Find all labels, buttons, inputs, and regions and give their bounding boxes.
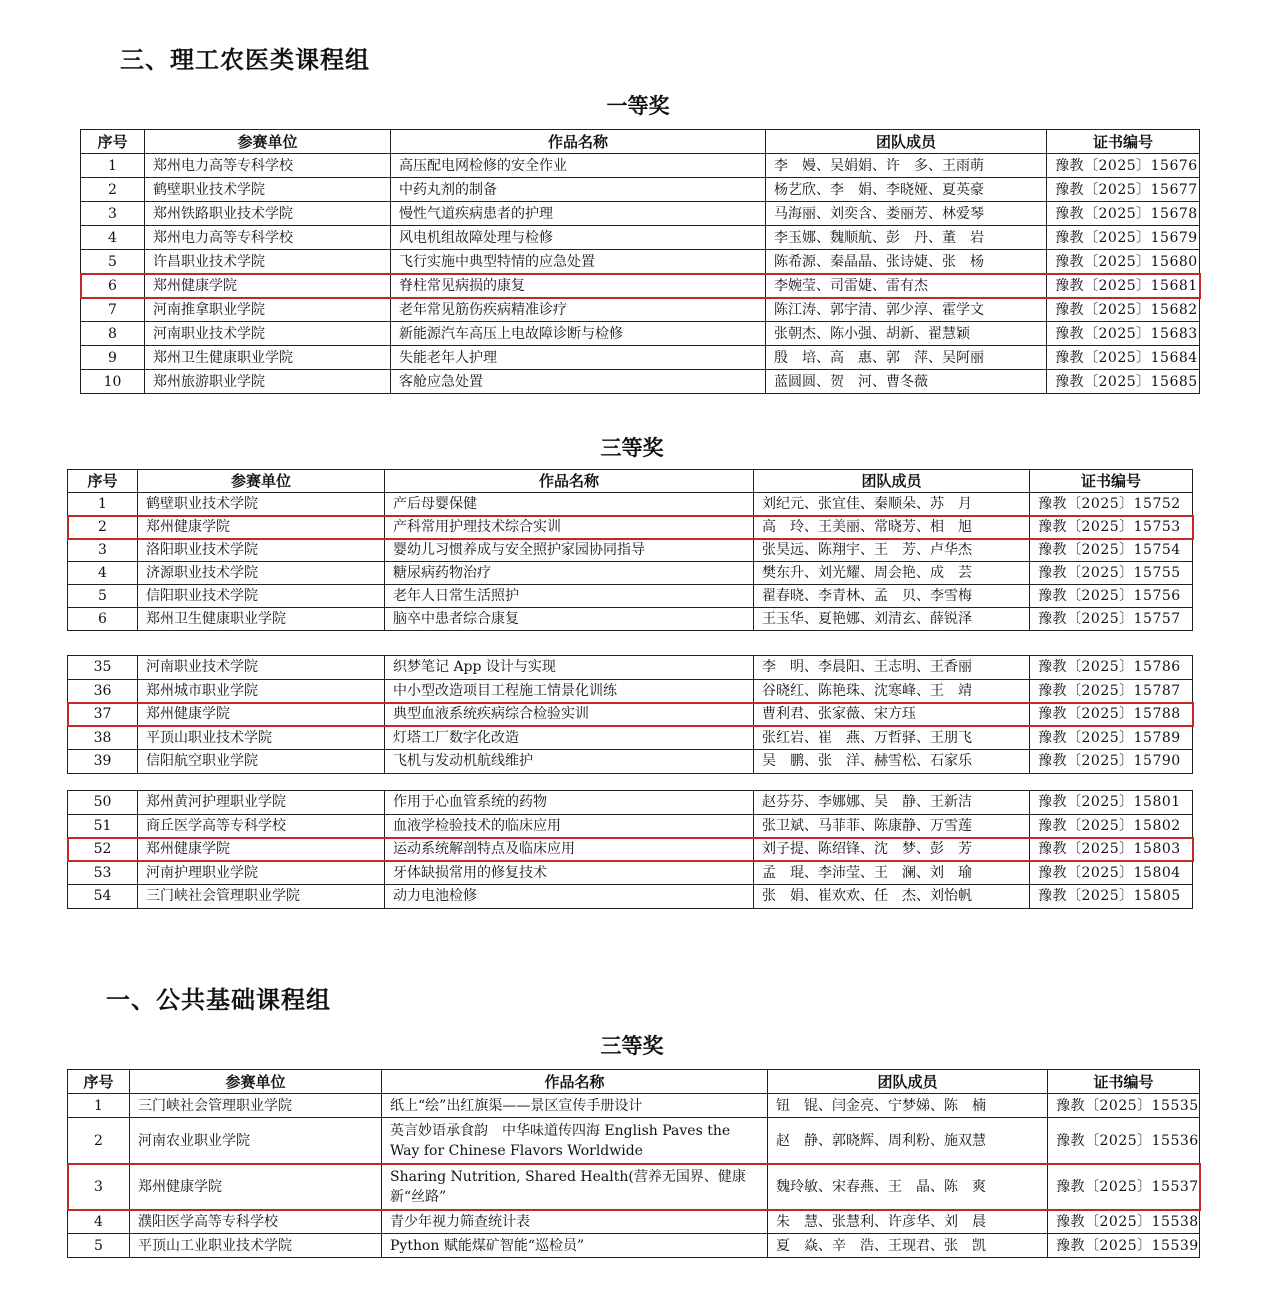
header-certificate-no: 证书编号: [1048, 1070, 1200, 1094]
cell-certificate-no: 豫教〔2025〕15805: [1030, 885, 1193, 909]
cell-index: 50: [68, 791, 138, 815]
cell-school: 郑州黄河护理职业学院: [138, 791, 385, 815]
cell-work-title: 老年人日常生活照护: [385, 585, 754, 608]
cell-index: 53: [68, 861, 138, 885]
table-row: [68, 679, 1193, 703]
cell-work-title: 血液学检验技术的临床应用: [385, 814, 754, 838]
cell-index: 5: [81, 250, 145, 274]
award-title-first-prize: 一等奖: [606, 94, 670, 118]
cell-index: 3: [68, 1164, 130, 1210]
cell-team-members: 钮 锟、闫金亮、宁梦娣、陈 楠: [768, 1094, 1048, 1118]
cell-team-members: 孟 琨、李沛莹、王 澜、刘 瑜: [754, 861, 1030, 885]
cell-school: 郑州城市职业学院: [138, 679, 385, 703]
cell-team-members: 张昊远、陈翔宇、王 芳、卢华杰: [754, 539, 1030, 562]
table-row: [68, 493, 1193, 516]
cell-certificate-no: 豫教〔2025〕15790: [1030, 750, 1193, 774]
table-crop-gap: [60, 639, 1200, 655]
cell-team-members: 魏玲敏、宋春燕、王 晶、陈 爽: [768, 1164, 1048, 1210]
cell-certificate-no: 豫教〔2025〕15682: [1047, 298, 1200, 322]
header-school: 参赛单位: [138, 470, 385, 493]
cell-team-members: 赵芬芬、李娜娜、吴 静、王新洁: [754, 791, 1030, 815]
cell-team-members: 张 娟、崔欢欢、任 杰、刘怡帆: [754, 885, 1030, 909]
third-prize-table-part-3: [67, 790, 1193, 909]
cell-certificate-no: 豫教〔2025〕15804: [1030, 861, 1193, 885]
table-row-highlighted: [68, 838, 1193, 862]
cell-index: 4: [68, 562, 138, 585]
table-row: [81, 202, 1200, 226]
table-row: [81, 178, 1200, 202]
cell-school: 郑州卫生健康职业学院: [145, 346, 391, 370]
cell-index: 7: [81, 298, 145, 322]
cell-school: 郑州电力高等专科学校: [145, 154, 391, 178]
table-row-highlighted: [81, 274, 1200, 298]
cell-team-members: 杨艺欣、李 娟、李晓娅、夏英豪: [766, 178, 1047, 202]
header-certificate-no: 证书编号: [1030, 470, 1193, 493]
table-row: [68, 608, 1193, 631]
cell-school: 洛阳职业技术学院: [138, 539, 385, 562]
cell-school: 河南护理职业学院: [138, 861, 385, 885]
cell-school: 商丘医学高等专科学校: [138, 814, 385, 838]
cell-school: 郑州铁路职业技术学院: [145, 202, 391, 226]
header-team-members: 团队成员: [766, 130, 1047, 154]
award-title-third-prize: 三等奖: [600, 436, 664, 460]
cell-certificate-no: 豫教〔2025〕15681: [1047, 274, 1200, 298]
cell-certificate-no: 豫教〔2025〕15685: [1047, 370, 1200, 394]
table-header-row: [68, 1070, 1200, 1094]
third-prize-table-part-2: [67, 655, 1193, 774]
cell-work-title: 飞机与发动机航线维护: [385, 750, 754, 774]
cell-work-title: 青少年视力筛查统计表: [382, 1210, 768, 1234]
cell-work-title: 新能源汽车高压上电故障诊断与检修: [391, 322, 766, 346]
cell-school: 信阳职业技术学院: [138, 585, 385, 608]
first-prize-table: [80, 129, 1200, 394]
cell-team-members: 赵 静、郭晓辉、周利粉、施双慧: [768, 1118, 1048, 1164]
table-row: [68, 539, 1193, 562]
cell-team-members: 李 嫚、吴娟娟、许 多、王雨萌: [766, 154, 1047, 178]
cell-certificate-no: 豫教〔2025〕15787: [1030, 679, 1193, 703]
cell-work-title: Python 赋能煤矿智能“巡检员”: [382, 1234, 768, 1258]
cell-work-title: 英言妙语承食韵 中华味道传四海 English Paves the Way for Chinese Flavors Worldwide: [382, 1118, 768, 1164]
cell-work-title: 产科常用护理技术综合实训: [385, 516, 754, 539]
cell-team-members: 高 玲、王美丽、常晓芳、相 旭: [754, 516, 1030, 539]
cell-work-title: 中小型改造项目工程施工情景化训练: [385, 679, 754, 703]
cell-certificate-no: 豫教〔2025〕15538: [1048, 1210, 1200, 1234]
cell-work-title: 婴幼儿习惯养成与安全照护家园协同指导: [385, 539, 754, 562]
table-row: [68, 1210, 1200, 1234]
cell-certificate-no: 豫教〔2025〕15676: [1047, 154, 1200, 178]
cell-work-title: 老年常见筋伤疾病精准诊疗: [391, 298, 766, 322]
cell-index: 4: [68, 1210, 130, 1234]
header-team-members: 团队成员: [754, 470, 1030, 493]
cell-certificate-no: 豫教〔2025〕15539: [1048, 1234, 1200, 1258]
table-row: [68, 656, 1193, 680]
header-team-members: 团队成员: [768, 1070, 1048, 1094]
cell-index: 4: [81, 226, 145, 250]
table-row: [68, 814, 1193, 838]
table-row: [68, 1118, 1200, 1164]
header-index: 序号: [68, 470, 138, 493]
cell-index: 3: [68, 539, 138, 562]
cell-team-members: 王玉华、夏艳娜、刘清玄、薛锐泽: [754, 608, 1030, 631]
cell-team-members: 翟春晓、李青林、孟 贝、李雪梅: [754, 585, 1030, 608]
cell-certificate-no: 豫教〔2025〕15683: [1047, 322, 1200, 346]
table-row-highlighted: [68, 1164, 1200, 1210]
cell-certificate-no: 豫教〔2025〕15754: [1030, 539, 1193, 562]
section-heading-public: 一、公共基础课程组: [106, 986, 331, 1014]
cell-certificate-no: 豫教〔2025〕15803: [1030, 838, 1193, 862]
cell-team-members: 樊东升、刘光耀、周会艳、成 芸: [754, 562, 1030, 585]
cell-school: 鹤壁职业技术学院: [145, 178, 391, 202]
table-header-row: [81, 130, 1200, 154]
cell-team-members: 刘子提、陈绍锋、沈 梦、彭 芳: [754, 838, 1030, 862]
cell-work-title: 灯塔工厂数字化改造: [385, 726, 754, 750]
cell-index: 1: [68, 1094, 130, 1118]
cell-certificate-no: 豫教〔2025〕15757: [1030, 608, 1193, 631]
cell-work-title: 牙体缺损常用的修复技术: [385, 861, 754, 885]
cell-work-title: 糖尿病药物治疗: [385, 562, 754, 585]
header-school: 参赛单位: [145, 130, 391, 154]
cell-work-title: 失能老年人护理: [391, 346, 766, 370]
cell-team-members: 张朝杰、陈小强、胡新、翟慧颖: [766, 322, 1047, 346]
cell-certificate-no: 豫教〔2025〕15684: [1047, 346, 1200, 370]
cell-certificate-no: 豫教〔2025〕15801: [1030, 791, 1193, 815]
table-row-highlighted: [68, 516, 1193, 539]
cell-index: 38: [68, 726, 138, 750]
cell-index: 2: [81, 178, 145, 202]
table-row: [81, 154, 1200, 178]
header-certificate-no: 证书编号: [1047, 130, 1200, 154]
cell-school: 信阳航空职业学院: [138, 750, 385, 774]
table-row: [81, 370, 1200, 394]
cell-work-title: 飞行实施中典型特情的应急处置: [391, 250, 766, 274]
cell-work-title: Sharing Nutrition, Shared Health(营养无国界、健康新“丝路”: [382, 1164, 768, 1210]
table-row: [68, 585, 1193, 608]
table-row: [81, 226, 1200, 250]
cell-work-title: 织梦笔记 App 设计与实现: [385, 656, 754, 680]
cell-certificate-no: 豫教〔2025〕15755: [1030, 562, 1193, 585]
cell-certificate-no: 豫教〔2025〕15756: [1030, 585, 1193, 608]
cell-certificate-no: 豫教〔2025〕15802: [1030, 814, 1193, 838]
cell-team-members: 李婉莹、司雷婕、雷有杰: [766, 274, 1047, 298]
public-third-prize-table: [67, 1069, 1200, 1258]
cell-team-members: 陈希源、秦晶晶、张诗婕、张 杨: [766, 250, 1047, 274]
cell-certificate-no: 豫教〔2025〕15679: [1047, 226, 1200, 250]
cell-certificate-no: 豫教〔2025〕15537: [1048, 1164, 1200, 1210]
cell-team-members: 吴 鹏、张 洋、赫雪松、石家乐: [754, 750, 1030, 774]
cell-index: 39: [68, 750, 138, 774]
table-row: [68, 885, 1193, 909]
table-row-highlighted: [68, 703, 1193, 727]
cell-work-title: 脊柱常见病损的康复: [391, 274, 766, 298]
cell-index: 51: [68, 814, 138, 838]
cell-index: 6: [81, 274, 145, 298]
cell-work-title: 典型血液系统疾病综合检验实训: [385, 703, 754, 727]
cell-index: 8: [81, 322, 145, 346]
header-work-title: 作品名称: [391, 130, 766, 154]
table-row: [68, 791, 1193, 815]
table-row: [68, 726, 1193, 750]
cell-work-title: 运动系统解剖特点及临床应用: [385, 838, 754, 862]
cell-school: 济源职业技术学院: [138, 562, 385, 585]
cell-index: 2: [68, 516, 138, 539]
cell-index: 10: [81, 370, 145, 394]
cell-school: 郑州旅游职业学院: [145, 370, 391, 394]
table-row: [81, 298, 1200, 322]
cell-work-title: 作用于心血管系统的药物: [385, 791, 754, 815]
cell-team-members: 谷晓红、陈艳珠、沈寒峰、王 靖: [754, 679, 1030, 703]
cell-certificate-no: 豫教〔2025〕15788: [1030, 703, 1193, 727]
table-row: [68, 861, 1193, 885]
cell-school: 郑州卫生健康职业学院: [138, 608, 385, 631]
cell-team-members: 马海丽、刘奕含、娄丽芳、林爱琴: [766, 202, 1047, 226]
cell-index: 37: [68, 703, 138, 727]
cell-team-members: 夏 焱、辛 浩、王现君、张 凯: [768, 1234, 1048, 1258]
cell-work-title: 脑卒中患者综合康复: [385, 608, 754, 631]
cell-work-title: 纸上“绘”出红旗渠——景区宣传手册设计: [382, 1094, 768, 1118]
third-prize-table-part-1: [67, 469, 1193, 631]
award-title-third-prize-public: 三等奖: [600, 1034, 664, 1058]
cell-team-members: 曹利君、张家薇、宋方珏: [754, 703, 1030, 727]
cell-work-title: 产后母婴保健: [385, 493, 754, 516]
cell-work-title: 动力电池检修: [385, 885, 754, 909]
cell-school: 三门峡社会管理职业学院: [130, 1094, 382, 1118]
header-index: 序号: [68, 1070, 130, 1094]
cell-team-members: 陈江涛、郭宇清、郭少淳、霍学文: [766, 298, 1047, 322]
cell-team-members: 蓝圆圆、贺 河、曹冬薇: [766, 370, 1047, 394]
cell-school: 郑州健康学院: [138, 703, 385, 727]
cell-index: 5: [68, 585, 138, 608]
cell-team-members: 李 明、李晨阳、王志明、王香丽: [754, 656, 1030, 680]
cell-school: 河南职业技术学院: [138, 656, 385, 680]
cell-school: 郑州健康学院: [138, 516, 385, 539]
cell-work-title: 客舱应急处置: [391, 370, 766, 394]
cell-certificate-no: 豫教〔2025〕15680: [1047, 250, 1200, 274]
cell-certificate-no: 豫教〔2025〕15789: [1030, 726, 1193, 750]
cell-team-members: 朱 慧、张慧利、许彦华、刘 晨: [768, 1210, 1048, 1234]
table-row: [81, 250, 1200, 274]
cell-school: 平顶山工业职业技术学院: [130, 1234, 382, 1258]
cell-school: 河南推拿职业学院: [145, 298, 391, 322]
cell-index: 5: [68, 1234, 130, 1258]
table-row: [81, 346, 1200, 370]
cell-team-members: 殷 培、高 惠、郭 萍、吴阿丽: [766, 346, 1047, 370]
cell-school: 三门峡社会管理职业学院: [138, 885, 385, 909]
cell-certificate-no: 豫教〔2025〕15678: [1047, 202, 1200, 226]
cell-team-members: 刘纪元、张宜佳、秦顺朵、苏 月: [754, 493, 1030, 516]
cell-certificate-no: 豫教〔2025〕15677: [1047, 178, 1200, 202]
header-index: 序号: [81, 130, 145, 154]
cell-school: 郑州健康学院: [130, 1164, 382, 1210]
cell-work-title: 风电机组故障处理与检修: [391, 226, 766, 250]
section-heading-science: 三、理工农医类课程组: [120, 46, 370, 74]
table-row: [68, 1234, 1200, 1258]
table-row: [81, 322, 1200, 346]
cell-school: 濮阳医学高等专科学校: [130, 1210, 382, 1234]
cell-team-members: 张红岩、崔 燕、万哲驿、王朋飞: [754, 726, 1030, 750]
cell-index: 52: [68, 838, 138, 862]
cell-school: 河南农业职业学院: [130, 1118, 382, 1164]
cell-school: 许昌职业技术学院: [145, 250, 391, 274]
cell-school: 郑州健康学院: [138, 838, 385, 862]
header-school: 参赛单位: [130, 1070, 382, 1094]
table-row: [68, 1094, 1200, 1118]
cell-certificate-no: 豫教〔2025〕15536: [1048, 1118, 1200, 1164]
cell-school: 郑州电力高等专科学校: [145, 226, 391, 250]
cell-index: 36: [68, 679, 138, 703]
cell-work-title: 中药丸剂的制备: [391, 178, 766, 202]
cell-certificate-no: 豫教〔2025〕15786: [1030, 656, 1193, 680]
cell-team-members: 张卫斌、马菲菲、陈康静、万雪莲: [754, 814, 1030, 838]
cell-index: 1: [81, 154, 145, 178]
cell-certificate-no: 豫教〔2025〕15753: [1030, 516, 1193, 539]
cell-index: 9: [81, 346, 145, 370]
header-work-title: 作品名称: [382, 1070, 768, 1094]
cell-index: 1: [68, 493, 138, 516]
cell-index: 35: [68, 656, 138, 680]
cell-team-members: 李玉娜、魏顺航、彭 丹、董 岩: [766, 226, 1047, 250]
cell-work-title: 高压配电网检修的安全作业: [391, 154, 766, 178]
cell-certificate-no: 豫教〔2025〕15752: [1030, 493, 1193, 516]
table-row: [68, 562, 1193, 585]
cell-school: 平顶山职业技术学院: [138, 726, 385, 750]
cell-index: 6: [68, 608, 138, 631]
cell-certificate-no: 豫教〔2025〕15535: [1048, 1094, 1200, 1118]
cell-school: 鹤壁职业技术学院: [138, 493, 385, 516]
cell-work-title: 慢性气道疾病患者的护理: [391, 202, 766, 226]
cell-school: 河南职业技术学院: [145, 322, 391, 346]
cell-index: 2: [68, 1118, 130, 1164]
table-header-row: [68, 470, 1193, 493]
cell-school: 郑州健康学院: [145, 274, 391, 298]
cell-index: 54: [68, 885, 138, 909]
header-work-title: 作品名称: [385, 470, 754, 493]
cell-index: 3: [81, 202, 145, 226]
table-row: [68, 750, 1193, 774]
